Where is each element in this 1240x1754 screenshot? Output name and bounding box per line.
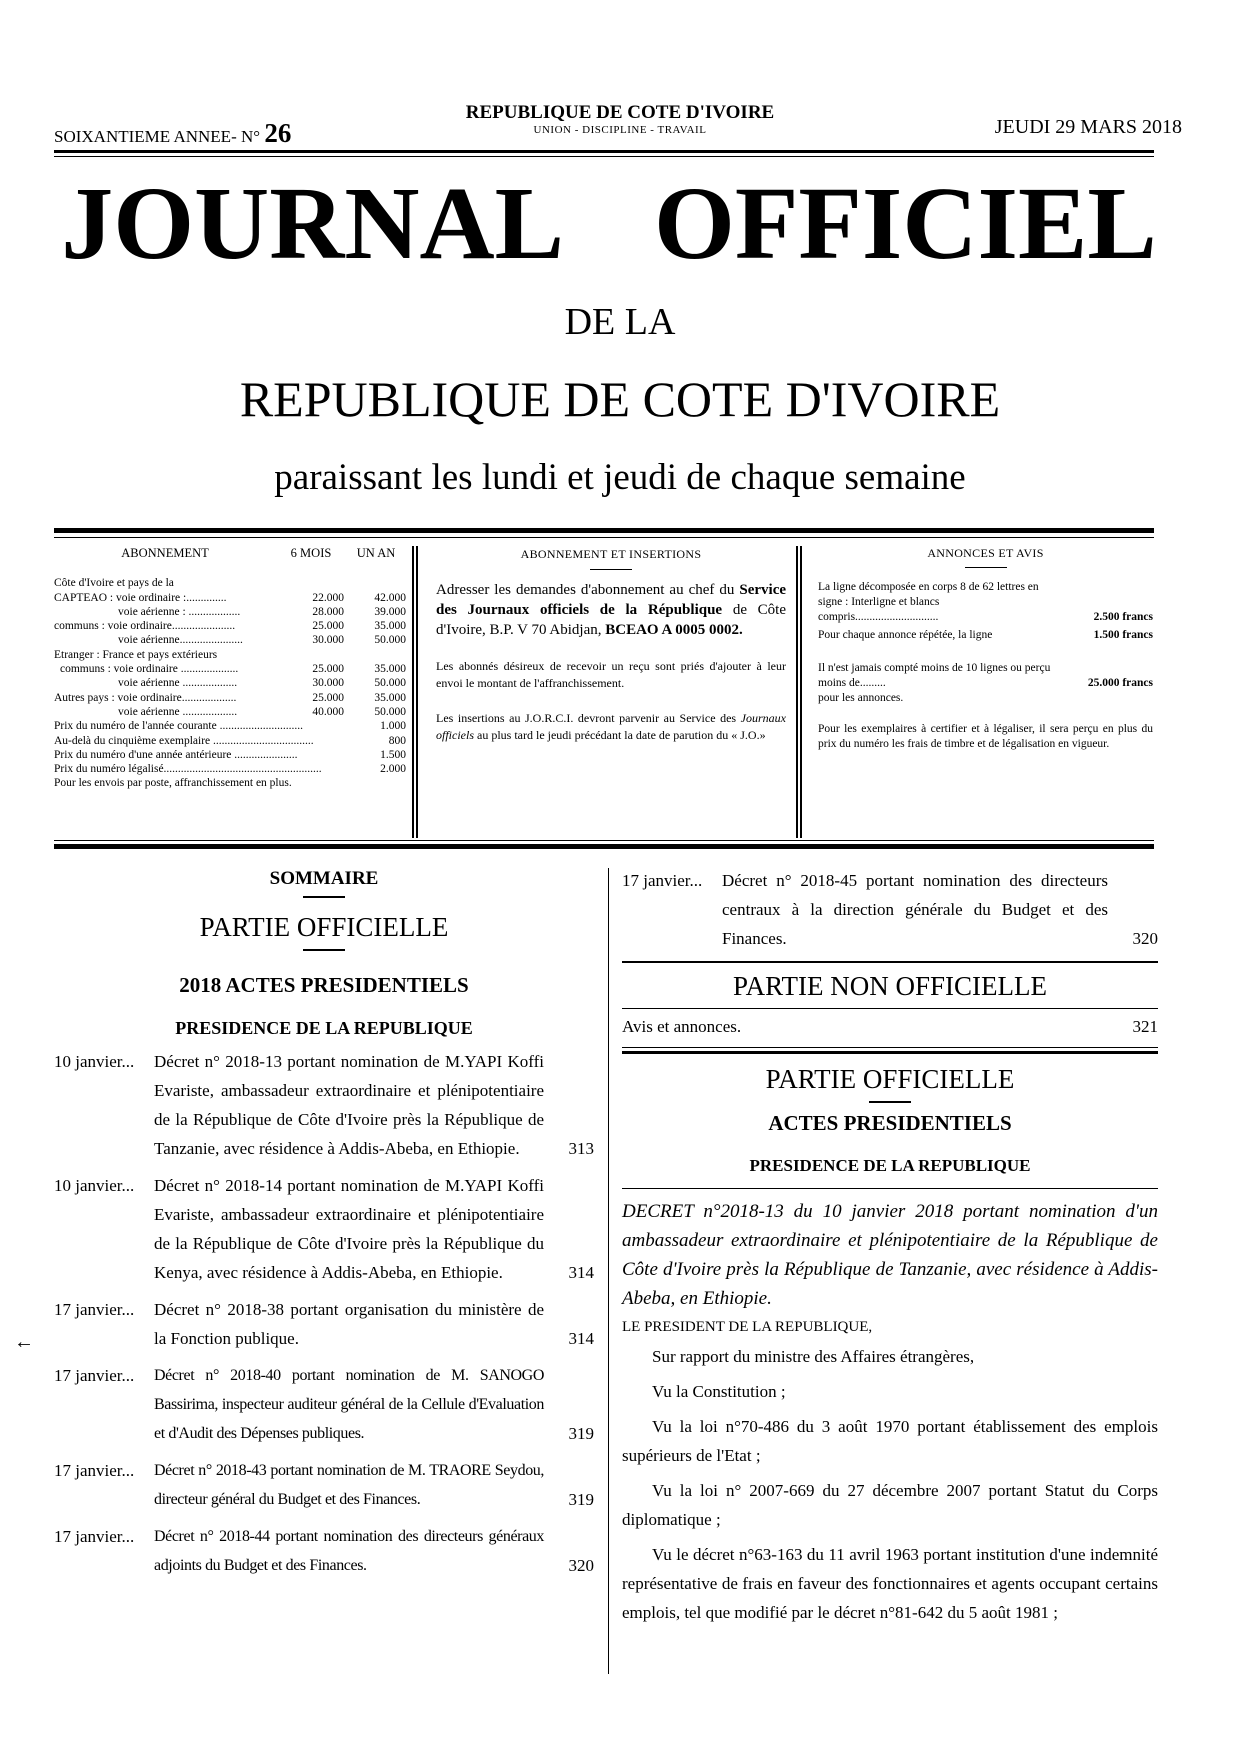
toc-page: 313 [568,1139,594,1158]
abonnement-row-label: voie aérienne ................... [118,705,238,718]
abonnement-row [54,648,406,662]
avis-page: 321 [1132,1017,1158,1036]
partie-rule [303,949,345,951]
abonnement-6mois-value: 25.000 [312,691,344,704]
toc-page: 319 [568,1490,594,1509]
toc-date: 17 janvier... [622,871,703,890]
issue-number [54,118,291,149]
prix-row [54,719,406,733]
toc-list [54,1047,594,1580]
recu-note: Les abonnés désireux de recevoir un reçu sont priés d'ajouter à leur envoi le montant de l'affranchissement. [436,659,786,690]
abonnement-footer: Pour les envois par poste, affranchissement en plus. [54,777,292,790]
annonces-repetee: Pour chaque annonce répétée, la ligne [818,629,993,641]
avis-label: Avis et annonces. [622,1017,742,1036]
abonnement-row-label: voie aérienne...................... [118,634,243,647]
abonnement-unan-value [344,648,406,662]
partie-non-officielle: PARTIE NON OFFICIELLE [733,971,1047,1001]
decret-paragraph: Vu le décret n°63-163 du 11 avril 1963 portant institution d'une indemnité représentative de frais en faveur des fonctionnaires et agents occupant certains emplois, tel que modifié par le décret n°81-642 du 5 août 1981 ; [622,1545,1158,1622]
toc-entry [54,1295,594,1353]
abonnement-unan-value: 50.000 [374,634,406,647]
title-republique: REPUBLIQUE DE COTE D'IVOIRE [239,371,1001,427]
rule [622,1047,1158,1048]
abonnement-6mois-value: 25.000 [312,663,344,676]
sommaire-partie-officielle: PARTIE OFFICIELLE [199,912,449,942]
annonces-minimum-tail: pour les annonces. [818,692,904,704]
box-divider [416,546,418,838]
abonnement-unan-value: 50.000 [374,677,406,690]
rule [622,961,1158,963]
toc-date: 17 janvier... [54,1366,135,1385]
address-text: Adresser les demandes d'abonnement au chef du [436,582,735,598]
annonces-header: ANNONCES ET AVIS [927,546,1044,560]
abonnement-row [54,605,406,619]
abonnement-unan-value: 35.000 [374,620,406,633]
annonces-minimum: Il n'est jamais compté moins de 10 lignes ou perçu moins de......... [818,662,1051,689]
abonnement-6mois-value: 40.000 [312,705,344,718]
abonnement-row-label: communs : voie ordinaire...................... [54,620,236,633]
box-bottom-rule-thin [54,840,1154,841]
abonnement-row-label: Côte d'Ivoire et pays de la [54,577,174,590]
toc-entry [54,1361,594,1448]
header-rule-thin [54,156,1154,157]
abonnement-unan-value: 42.000 [374,591,406,604]
abonnement-6mois-value: 28.000 [312,605,344,618]
issue-date: JEUDI 29 MARS 2018 [994,116,1182,138]
prix-value: 800 [388,734,406,747]
box-divider [796,546,798,838]
toc-page: 314 [568,1329,594,1348]
header-republic-name: REPUBLIQUE DE COTE D'IVOIRE [465,102,775,123]
abonnement-6mois-value: 22.000 [312,591,344,604]
abonnement-row [54,662,406,676]
toc-entry [622,866,1158,953]
abonnement-row [54,619,406,633]
abonnement-row-label: CAPTEAO : voie ordinaire :.............. [54,591,227,604]
rule [622,1008,1158,1009]
prix-label: Au-delà du cinquième exemplaire ................................... [54,734,314,747]
abonnement-6mois-value [306,648,344,662]
abonnement-header: ABONNEMENT [121,546,209,560]
rule [622,1051,1158,1054]
le-president: LE PRESIDENT DE LA REPUBLIQUE, [622,1319,873,1335]
toc-entry [54,1456,594,1514]
prix-label: Prix du numéro d'une année antérieure ...................... [54,748,298,761]
toc-text: Décret n° 2018-38 portant organisation du ministère de la Fonction publique. [154,1300,544,1348]
abonnement-row [54,591,406,605]
issue-number-value: 26 [264,118,292,148]
box-divider [800,546,802,838]
address-bp: de Côte d'Ivoire, B.P. V 70 Abidjan, [436,602,787,638]
prix-value: 2.000 [380,763,406,776]
abonnement-6mois: 6 MOIS [290,546,332,560]
title-word-journal: JOURNAL [61,166,564,281]
toc-page: 314 [568,1263,594,1282]
prix-value: 1.500 [380,748,406,761]
insertions-note-italic: Journaux officiels [436,711,786,742]
toc-entry [54,1171,594,1287]
toc-date: 17 janvier... [54,1527,135,1546]
abonnement-row [54,691,406,705]
toc-date: 17 janvier... [54,1300,135,1319]
rule [622,1188,1158,1189]
annonces-box [818,546,1153,838]
abonnement-rates [54,576,406,719]
toc-text: Décret n° 2018-40 portant nomination de M. SANOGO Bassirima, inspecteur auditeur général de la Cellule d'Evaluation et d'Audit des Dépenses publiques. [154,1367,544,1442]
toc-text: Décret n° 2018-13 portant nomination de M.YAPI Koffi Evariste, ambassadeur extraordinaire et plénipotentiaire de la République de Côte d'Ivoire près la République de Tanzanie, avec résidence à Addis-Abeba, en Ethiopie. [154,1052,544,1158]
abonnement-6mois-value: 30.000 [312,677,344,690]
abonnement-row-label: Etranger : France et pays extérieurs [54,648,218,661]
prix-label: Prix du numéro de l'année courante ............................. [54,720,303,733]
abonnement-row-label: voie aérienne : .................. [118,605,241,618]
abonnement-unan-value: 39.000 [374,605,406,618]
header-dash [965,567,1007,568]
sommaire [54,868,594,1580]
prix-row [54,748,406,762]
header-rule [54,150,1154,153]
abonnement-address [436,580,786,640]
partie-rule [869,1101,911,1103]
abonnement-6mois-value [306,576,344,590]
issue-year-label: SOIXANTIEME ANNEE- N° [54,127,261,146]
abonnement-prices [54,719,406,776]
insertions-note [436,710,786,744]
annonces-ligne-price: 2.500 francs [1093,611,1153,623]
journal-title [54,166,1164,281]
prix-value: 1.000 [380,720,406,733]
header-motto: UNION - DISCIPLINE - TRAVAIL [533,124,707,136]
box-bottom-rule [54,844,1154,849]
abonnement-unan-value: 35.000 [374,663,406,676]
annonces-repetee-price: 1.500 francs [1093,629,1153,641]
prix-label: Prix du numéro légalisé....................................................... [54,763,322,776]
abonnement-row-label: Autres pays : voie ordinaire................... [54,691,237,704]
toc-page: 320 [568,1556,594,1575]
insertions-note-b: au plus tard le jeudi précédant la date de parution du « J.O.» [477,728,766,742]
body-actes: ACTES PRESIDENTIELS [768,1111,1012,1135]
abonnement-box [54,546,406,838]
sommaire-title: SOMMAIRE [269,868,379,889]
toc-text: Décret n° 2018-44 portant nomination des directeurs généraux adjoints du Budget et des Finances. [154,1528,544,1574]
toc-page: 319 [568,1424,594,1443]
toc-date: 17 janvier... [54,1461,135,1480]
annonces-legalisation: Pour les exemplaires à certifier et à légaliser, il sera perçu en plus du prix du numéro les frais de timbre et de légalisation en vigueur. [818,723,1153,750]
decret-paragraph: Sur rapport du ministre des Affaires étrangères, [652,1347,975,1366]
toc-text: Décret n° 2018-14 portant nomination de M.YAPI Koffi Evariste, ambassadeur extraordinaire et plénipotentiaire de la République de Côte d'Ivoire près la République du Kenya, avec résidence à Addis-Abeba, en Ethiopie. [154,1176,544,1282]
title-word-officiel: OFFICIEL [653,166,1157,281]
annonces-ligne: La ligne décomposée en corps 8 de 62 lettres en signe : Interligne et blancs compris............................. [818,581,1039,623]
decret-paragraph: Vu la loi n°70-486 du 3 août 1970 portant établissement des emplois supérieurs de l'Etat ; [622,1417,1158,1465]
column-rule [608,868,609,1674]
title-de-la: DE LA [564,301,676,343]
toc-text: Décret n° 2018-43 portant nomination de M. TRAORE Seydou, directeur général du Budget et des Finances. [154,1462,544,1508]
prix-row [54,734,406,748]
abonnement-6mois-value: 25.000 [312,620,344,633]
right-column [622,866,1158,1627]
toc-date: 10 janvier... [54,1176,135,1195]
sommaire-rule [303,896,345,898]
address-service: Service des Journaux officiels de la République [436,582,787,618]
decret-title: DECRET n°2018-13 du 10 janvier 2018 portant nomination d'un ambassadeur extraordinaire et plénipotentiaire de la République de Côte d'Ivoire près la République de Tanzanie, avec résidence à Addis-Abeba, en Ethiopie. [622,1201,1158,1309]
header-republic [430,102,810,136]
abonnement-unan-value: 50.000 [374,705,406,718]
abonnement-unan: UN AN [356,546,396,560]
abonnement-row-label: communs : voie ordinaire .................... [60,663,239,676]
abonnement-row [54,705,406,719]
header-dash [590,569,632,570]
decret-body [622,1342,1158,1627]
avis-entry [622,1017,1158,1037]
toc-date: 10 janvier... [54,1052,135,1071]
prix-row [54,762,406,776]
abonnement-unan-value: 35.000 [374,691,406,704]
annonces-minimum-price: 25.000 francs [1087,677,1153,689]
abonnement-insertions-header: ABONNEMENT ET INSERTIONS [520,547,702,561]
toc-page: 320 [1132,929,1158,948]
decret-paragraph: Vu la loi n° 2007-669 du 27 décembre 2007 portant Statut du Corps diplomatique ; [622,1481,1158,1529]
toc-entry [54,1522,594,1580]
abonnement-row [54,676,406,690]
abonnement-6mois-value: 30.000 [312,634,344,647]
abonnement-row [54,576,406,590]
abonnement-unan-value [344,576,406,590]
decret-paragraph: Vu la Constitution ; [652,1382,786,1401]
body-presidence: PRESIDENCE DE LA REPUBLIQUE [749,1156,1031,1175]
sommaire-presidence: PRESIDENCE DE LA REPUBLIQUE [175,1018,473,1038]
abonnement-insertions-box [436,546,786,838]
address-bceao: BCEAO A 0005 0002. [605,622,743,638]
toc-entry [54,1047,594,1163]
toc-text: Décret n° 2018-45 portant nomination des directeurs centraux à la direction générale du Budget et des Finances. [722,871,1108,948]
sommaire-actes: 2018 ACTES PRESIDENTIELS [179,973,469,997]
box-top-rule-thin [54,537,1154,538]
box-top-rule [54,528,1154,533]
abonnement-row [54,633,406,647]
abonnement-row-label: voie aérienne ................... [118,677,238,690]
insertions-note-a: Les insertions au J.O.R.C.I. devront parvenir au Service des [436,711,737,725]
margin-arrow: ← [14,1331,34,1353]
parution-frequency: paraissant les lundi et jeudi de chaque semaine [274,457,966,498]
body-partie-officielle: PARTIE OFFICIELLE [765,1064,1015,1094]
box-divider [412,546,414,838]
